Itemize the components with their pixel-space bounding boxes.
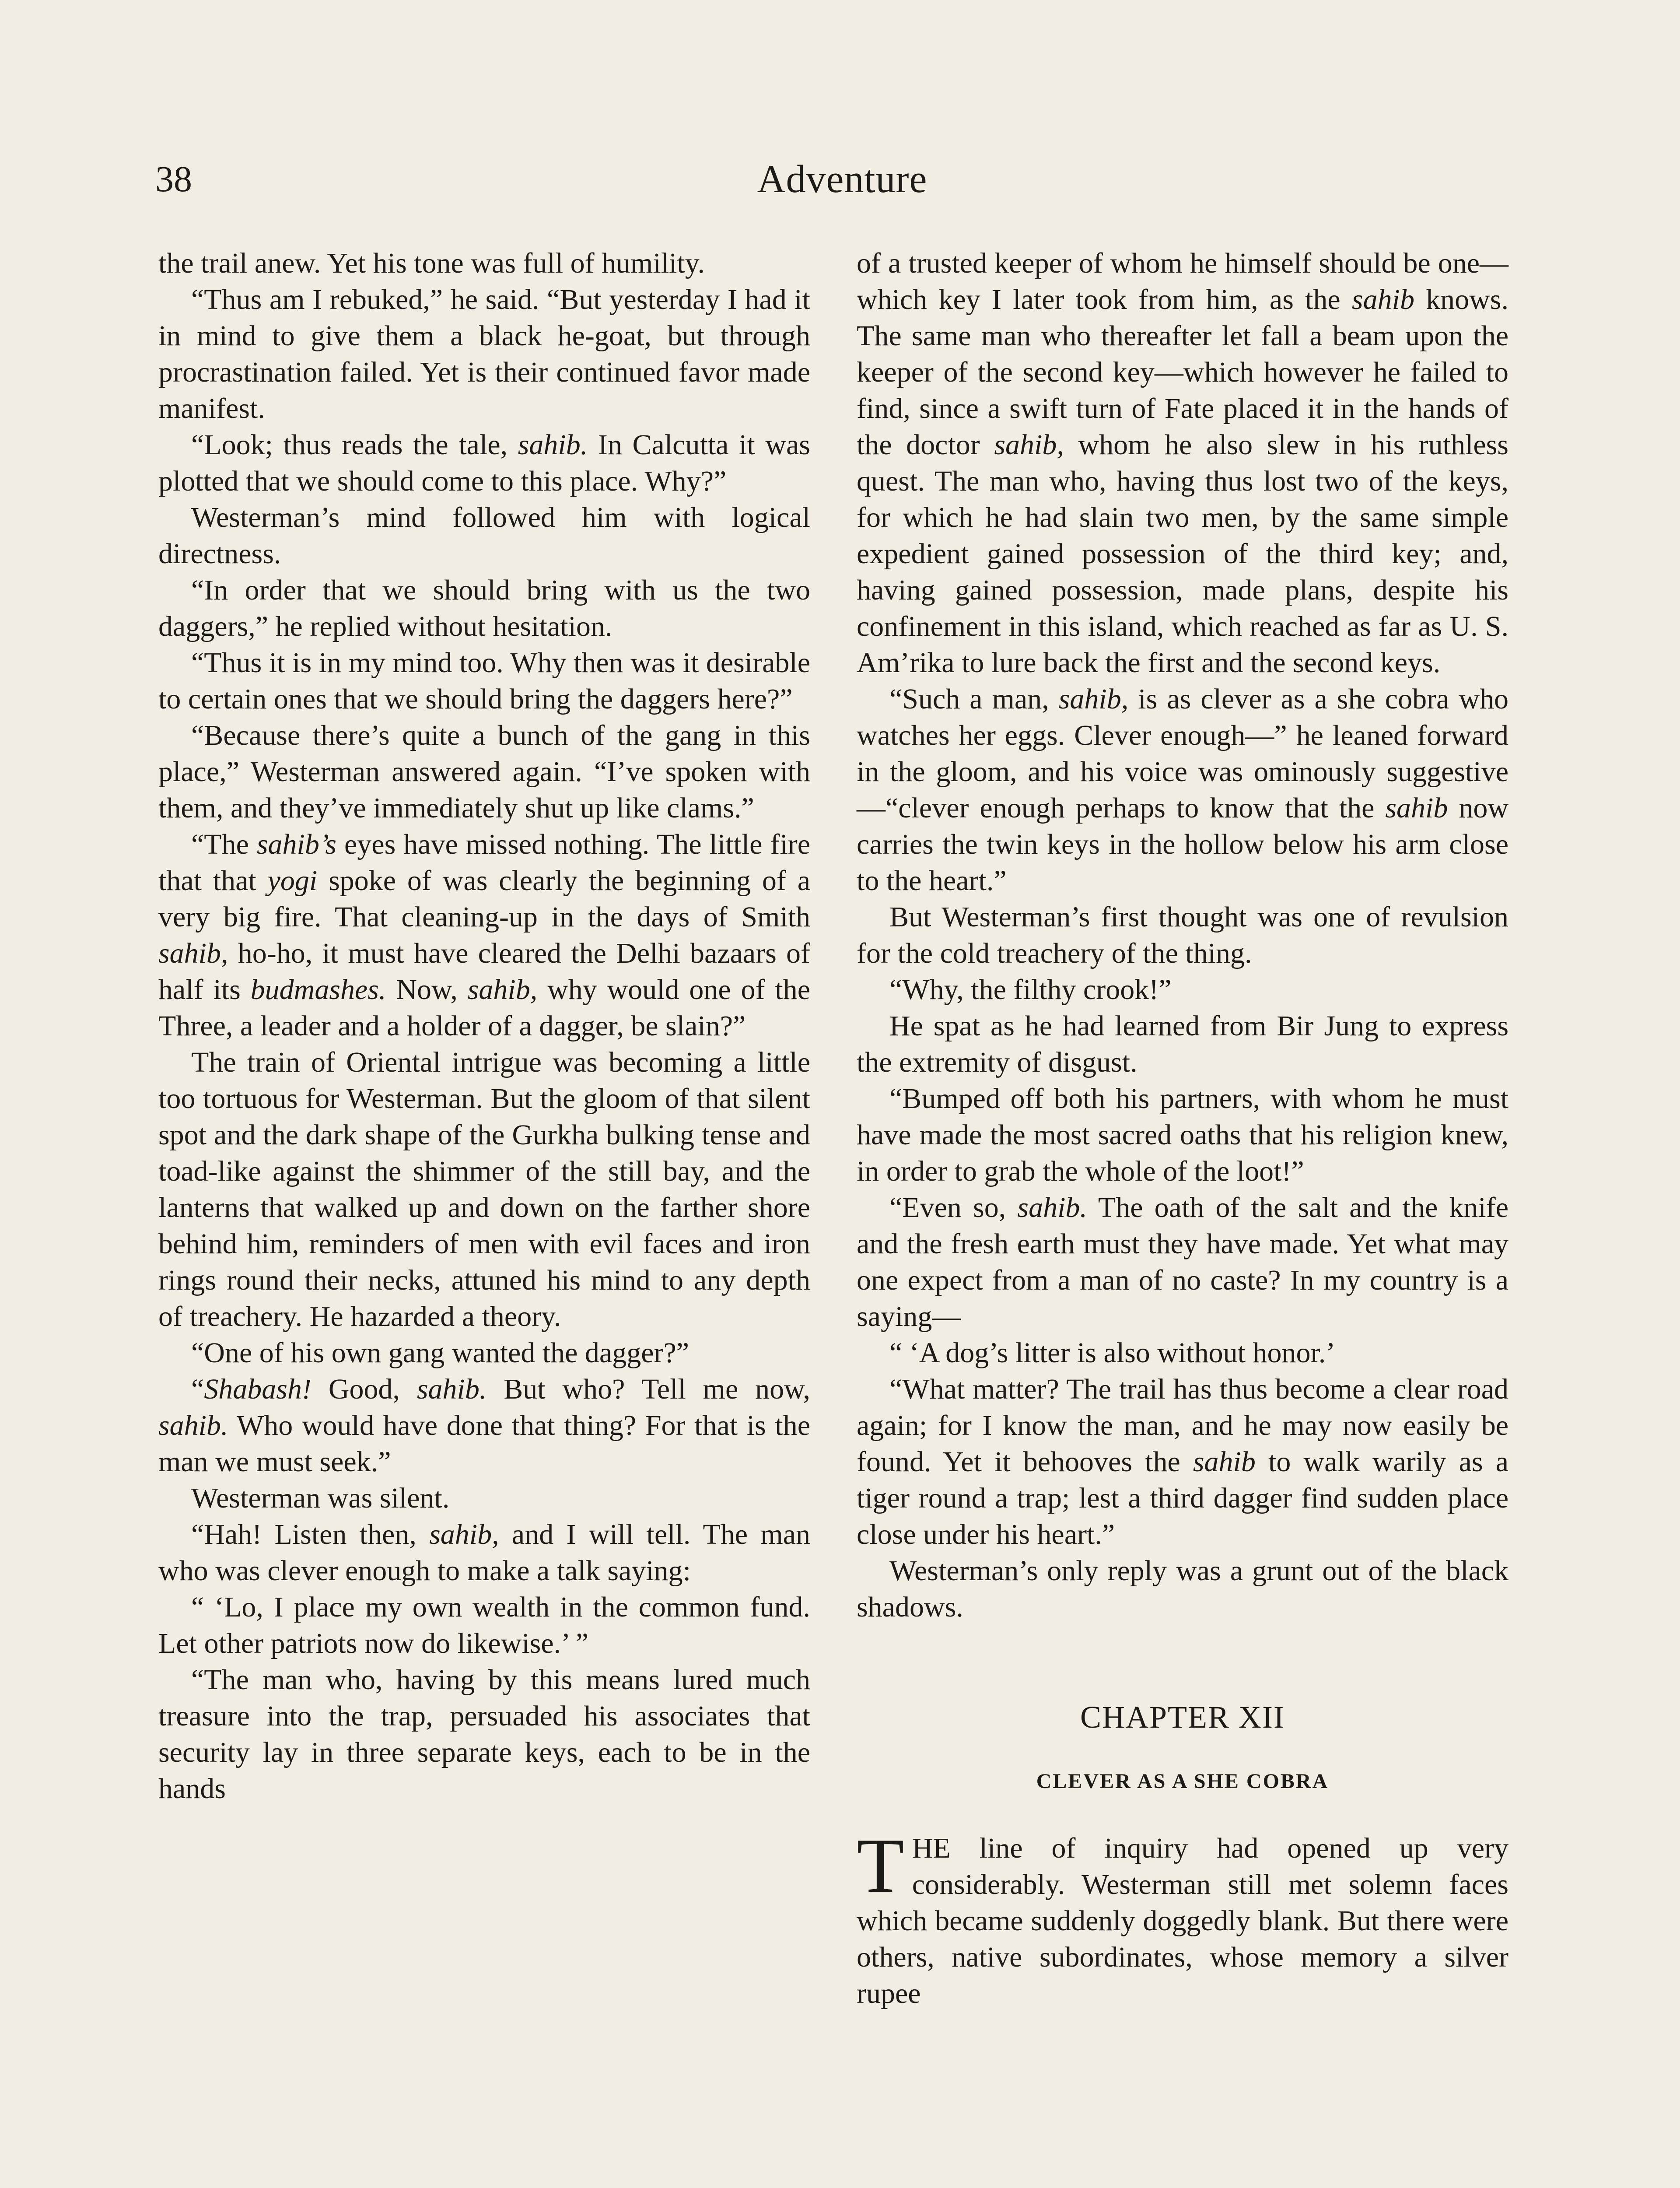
paragraph: “Thus it is in my mind too. Why then was it desirable to certain ones that we should bring the daggers here?” <box>158 647 810 715</box>
paragraph: “Thus am I rebuked,” he said. “But yesterday I had it in mind to give them a black he-goat, but through procrastination failed. Yet is their continued favor made manifest. <box>158 284 810 424</box>
paragraph: “What matter? The trail has thus become a clear road again; for I know the man, and he may now easily be found. Yet it behooves the sahib to walk warily as a tiger round a trap; lest a third dagger find sudden place close under his heart.” <box>857 1373 1508 1550</box>
page-number: 38 <box>155 159 192 200</box>
paragraph: “ ‘A dog’s litter is also without honor.’ <box>889 1337 1336 1369</box>
paragraph: “One of his own gang wanted the dagger?” <box>191 1337 690 1369</box>
running-head: Adventure <box>757 158 928 201</box>
chapter-heading: CHAPTER XII <box>1080 1700 1285 1735</box>
paragraph: “Such a man, sahib, is as clever as a she cobra who watches her eggs. Clever enough—” he leaned forward in the gloom, and his voice was ominously suggestive—“clever enough perhaps to know that the sahib now carries the twin keys in the hollow below his arm close to the heart.” <box>857 683 1509 897</box>
right-column <box>857 245 1508 2012</box>
paragraph: “Hah! Listen then, sahib, and I will tell. The man who was clever enough to make a talk saying: <box>158 1518 810 1587</box>
paragraph: “In order that we should bring with us the two daggers,” he replied without hesitation. <box>158 574 810 642</box>
chapter-opening-paragraph: THE line of inquiry had opened up very considerably. Westerman still met solemn faces which became suddenly doggedly blank. But there were others, native subordinates, whose memory a silver rupee <box>857 1822 1508 2009</box>
paragraph: the trail anew. Yet his tone was full of humility. <box>158 247 705 279</box>
paragraph: “ ‘Lo, I place my own wealth in the common fund. Let other patriots now do likewise.’ ” <box>158 1591 810 1659</box>
paragraph: “Because there’s quite a bunch of the gang in this place,” Westerman answered again. “I’ve spoken with them, and they’ve immediately shut up like clams.” <box>158 719 810 824</box>
drop-cap: T <box>857 1822 904 1909</box>
paragraph: But Westerman’s first thought was one of revulsion for the cold treachery of the thing. <box>857 901 1508 969</box>
paragraph: “Look; thus reads the tale, sahib. In Calcutta it was plotted that we should come to this place. Why?” <box>158 429 810 497</box>
page-header <box>155 153 1529 214</box>
paragraph: Westerman’s mind followed him with logical directness. <box>158 501 810 570</box>
paragraph: “Bumped off both his partners, with whom he must have made the most sacred oaths that his religion knew, in order to grab the whole of the loot!” <box>857 1083 1508 1187</box>
paragraph: “Why, the filthy crook!” <box>889 974 1172 1006</box>
paragraph: He spat as he had learned from Bir Jung to express the extremity of disgust. <box>857 1010 1508 1078</box>
left-column <box>158 245 810 1807</box>
paragraph: Westerman was silent. <box>191 1482 450 1514</box>
paragraph: “Even so, sahib. The oath of the salt and the knife and the fresh earth must they have made. Yet what may one expect from a man of no caste? In my country is a saying— <box>857 1192 1509 1332</box>
paragraph: Westerman’s only reply was a grunt out of the black shadows. <box>857 1555 1508 1623</box>
paragraph: The train of Oriental intrigue was becoming a little too tortuous for Westerman. But the gloom of that silent spot and the dark shape of the Gurkha bulking tense and toad-like against the shimmer of the still bay, and the lanterns that walked up and down on the farther shore behind him, reminders of men with evil faces and iron rings round their necks, attuned his mind to any depth of treachery. He hazarded a theory. <box>158 1046 810 1332</box>
chapter-subtitle: CLEVER AS A SHE COBRA <box>1036 1770 1329 1793</box>
paragraph: of a trusted keeper of whom he himself should be one—which key I later took from him, as the sahib knows. The same man who thereafter let fall a beam upon the keeper of the second key—which however he failed to find, since a swift turn of Fate placed it in the hands of the doctor sahib, whom he also slew in his ruthless quest. The man who, having thus lost two of the keys, for which he had slain two men, by the same simple expedient gained possession of the third key; and, having gained possession, made plans, despite his confinement in this island, which reached as far as U. S. Am’rika to lure back the first and the second keys. <box>857 247 1508 679</box>
paragraph: “Shabash! Good, sahib. But who? Tell me now, sahib. Who would have done that thing? For that is the man we must seek.” <box>158 1373 810 1478</box>
paragraph: “The man who, having by this means lured much treasure into the trap, persuaded his associates that security lay in three separate keys, each to be in the hands <box>158 1664 810 1805</box>
paragraph: “The sahib’s eyes have missed nothing. The little fire that that yogi spoke of was clearly the beginning of a very big fire. That cleaning-up in the days of Smith sahib, ho-ho, it must have cleared the Delhi bazaars of half its budmashes. Now, sahib, why would one of the Three, a leader and a holder of a dagger, be slain?” <box>158 828 811 1042</box>
